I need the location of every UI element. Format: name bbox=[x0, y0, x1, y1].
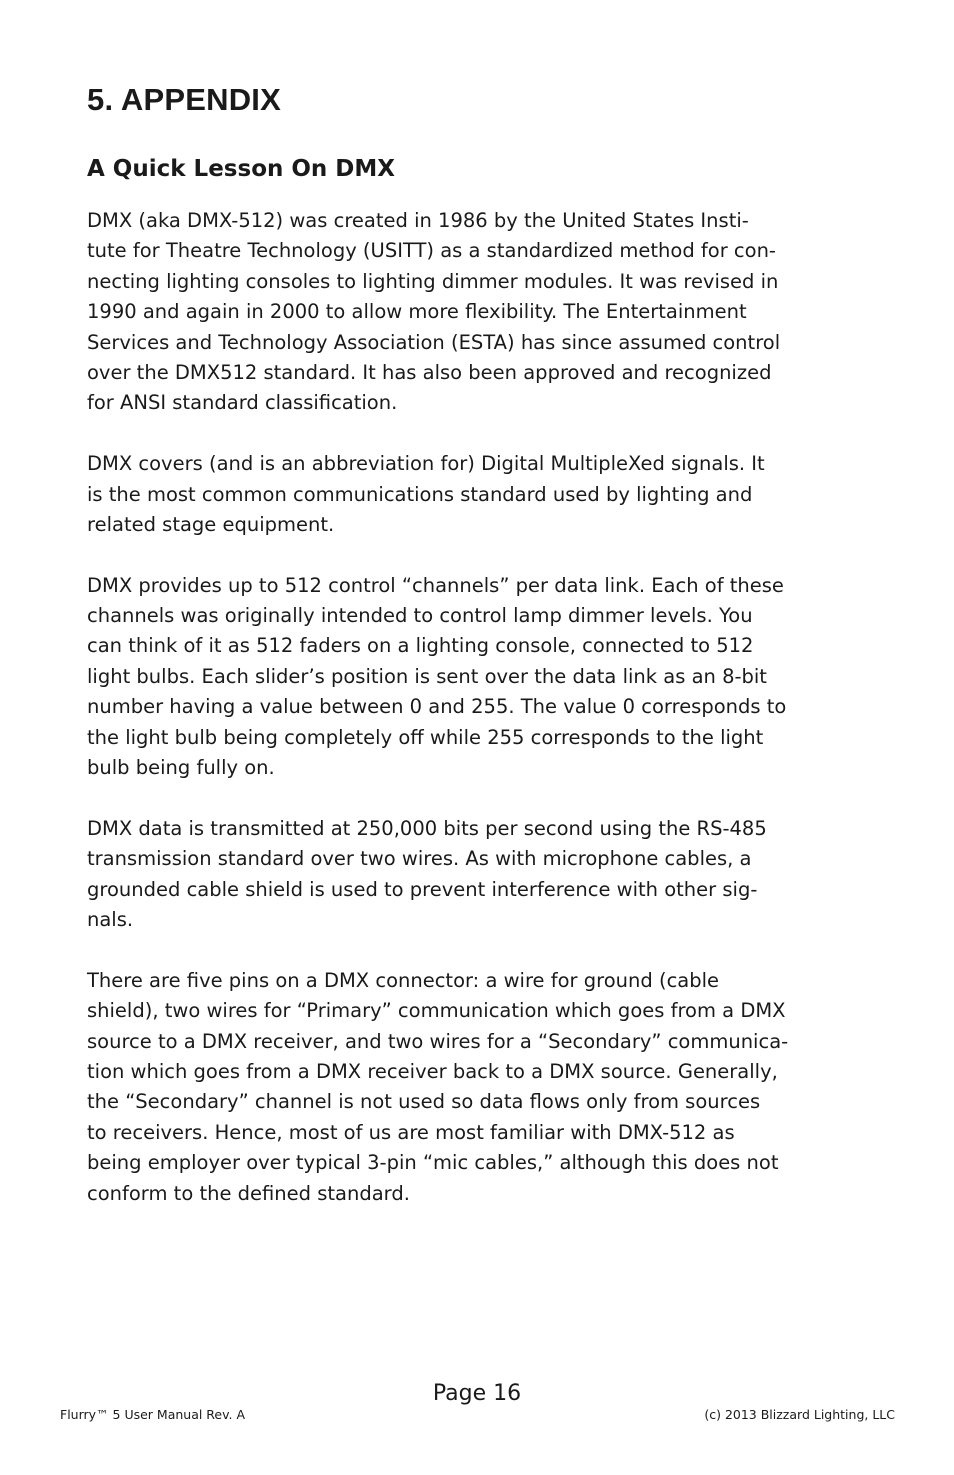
text-line: over the DMX512 standard. It has also been approved and recognized bbox=[87, 360, 772, 384]
footer-manual-title: Flurry™ 5 User Manual Rev. A bbox=[60, 1407, 246, 1422]
text-line: nals. bbox=[87, 907, 134, 931]
text-line: tute for Theatre Technology (USITT) as a standardized method for con- bbox=[87, 239, 776, 263]
text-line: bulb being fully on. bbox=[87, 756, 275, 780]
text-line: transmission standard over two wires. As with microphone cables, a bbox=[87, 847, 752, 871]
text-line: the “Secondary” channel is not used so data flows only from sources bbox=[87, 1090, 761, 1114]
text-line: related stage equipment. bbox=[87, 512, 335, 536]
text-line: grounded cable shield is used to prevent interference with other sig- bbox=[87, 877, 758, 901]
text-line: channels was originally intended to control lamp dimmer levels. You bbox=[87, 604, 753, 628]
text-line: is the most common communications standard used by lighting and bbox=[87, 482, 753, 506]
text-line: DMX data is transmitted at 250,000 bits per second using the RS-485 bbox=[87, 816, 767, 840]
text-line: DMX provides up to 512 control “channels” per data link. Each of these bbox=[87, 573, 784, 597]
chapter-title: 5. APPENDIX bbox=[87, 82, 281, 117]
text-line: conform to the defined standard. bbox=[87, 1181, 410, 1205]
text-line: number having a value between 0 and 255. The value 0 corresponds to bbox=[87, 695, 787, 719]
text-line: being employer over typical 3-pin “mic cables,” although this does not bbox=[87, 1151, 779, 1175]
paragraph-dmx-transmission bbox=[87, 814, 887, 936]
text-line: light bulbs. Each slider’s position is sent over the data link as an 8-bit bbox=[87, 664, 767, 688]
footer-copyright: (c) 2013 Blizzard Lighting, LLC bbox=[704, 1407, 895, 1422]
text-line: necting lighting consoles to lighting dimmer modules. It was revised in bbox=[87, 269, 779, 293]
section-title: A Quick Lesson On DMX bbox=[87, 156, 396, 182]
text-line: tion which goes from a DMX receiver back to a DMX source. Generally, bbox=[87, 1059, 778, 1083]
text-line: to receivers. Hence, most of us are most familiar with DMX-512 as bbox=[87, 1120, 735, 1144]
text-line: DMX covers (and is an abbreviation for) Digital MultipleXed signals. It bbox=[87, 452, 765, 476]
page-number: Page 16 bbox=[432, 1381, 522, 1406]
text-line: Services and Technology Association (ESTA) has since assumed control bbox=[87, 330, 781, 354]
body-text bbox=[87, 206, 887, 1239]
paragraph-dmx-definition bbox=[87, 449, 887, 540]
paragraph-dmx-history bbox=[87, 206, 887, 419]
text-line: source to a DMX receiver, and two wires for a “Secondary” communica- bbox=[87, 1029, 789, 1053]
text-line: There are five pins on a DMX connector: a wire for ground (cable bbox=[87, 968, 720, 992]
text-line: shield), two wires for “Primary” communication which goes from a DMX bbox=[87, 999, 786, 1023]
text-line: 1990 and again in 2000 to allow more flexibility. The Entertainment bbox=[87, 300, 747, 324]
text-line: for ANSI standard classification. bbox=[87, 391, 398, 415]
paragraph-dmx-channels bbox=[87, 571, 887, 784]
text-line: the light bulb being completely off while 255 corresponds to the light bbox=[87, 725, 764, 749]
text-line: can think of it as 512 faders on a lighting console, connected to 512 bbox=[87, 634, 754, 658]
paragraph-dmx-connector bbox=[87, 966, 887, 1209]
text-line: DMX (aka DMX-512) was created in 1986 by the United States Insti- bbox=[87, 209, 749, 232]
